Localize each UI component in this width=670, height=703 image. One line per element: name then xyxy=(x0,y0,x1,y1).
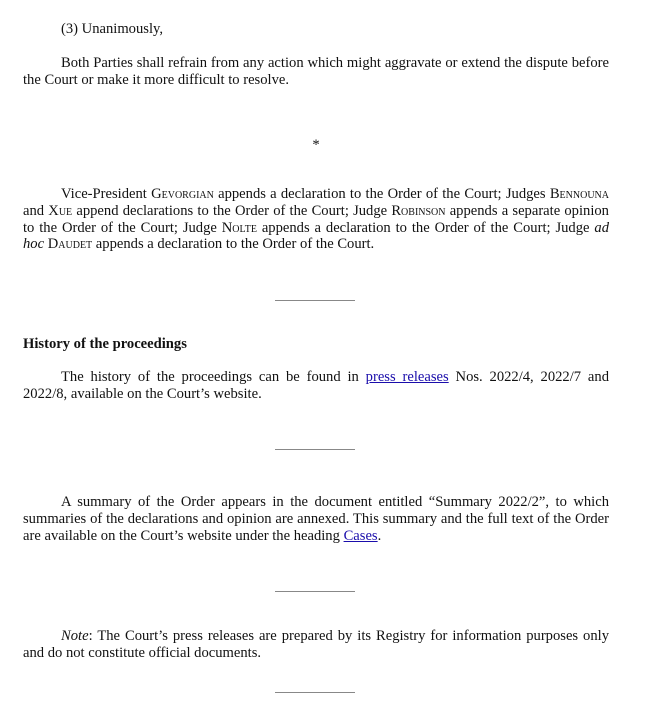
text: appends a declaration to the Order of the Court; Judge xyxy=(256,219,595,236)
italic-text: ad hoc xyxy=(23,219,609,253)
note-paragraph xyxy=(23,628,609,662)
judge-name: Xue xyxy=(48,202,73,219)
judge-name: Robinson xyxy=(391,202,446,219)
text: The history of the proceedings can be found in xyxy=(61,369,366,385)
text: appends a declaration to the Order of the Court. xyxy=(92,236,375,253)
text: : The Court’s press releases are prepared by its Registry for information purposes only and do not constitute official documents. xyxy=(23,628,609,661)
text: appends a separate opinion to the Order of the Court; Judge xyxy=(23,202,609,236)
history-paragraph xyxy=(23,369,609,403)
section-divider xyxy=(275,591,355,592)
operative-item-text: Both Parties shall refrain from any action which might aggravate or extend the dispute before the Court or make it more difficult to resolve. xyxy=(23,55,609,88)
text: append declarations to the Order of the Court; Judge xyxy=(72,202,392,219)
judge-name: Daudet xyxy=(47,236,93,253)
section-divider xyxy=(275,692,355,693)
history-heading: History of the proceedings xyxy=(23,336,187,352)
section-divider xyxy=(275,300,355,301)
section-divider xyxy=(275,449,355,450)
summary-paragraph xyxy=(23,494,609,544)
text: Vice-President xyxy=(61,186,152,202)
judge-name: Bennouna xyxy=(549,186,609,202)
text: and xyxy=(23,202,49,219)
judge-name: Nolte xyxy=(221,219,257,236)
operative-item-label: (3) Unanimously, xyxy=(61,21,164,37)
text: Nos. 2022/4, 2022/7 and 2022/8, available on the Court’s website. xyxy=(23,369,609,402)
cases-link[interactable]: Cases xyxy=(343,527,378,544)
text: appends a declaration to the Order of the Court; Judges xyxy=(213,186,550,202)
press-releases-link[interactable]: press releases xyxy=(365,369,449,385)
text: . xyxy=(377,527,382,544)
text: A summary of the Order appears in the document entitled “Summary 2022/2”, to which summaries of the declarations and opinion are annexed. This summary and the full text of the Order are available on the Court’s website under the heading xyxy=(23,494,609,544)
separator-star: * xyxy=(312,137,320,153)
declarations-paragraph xyxy=(23,186,609,253)
note-label: Note xyxy=(61,628,89,644)
judge-name: Gevorgian xyxy=(151,186,214,202)
